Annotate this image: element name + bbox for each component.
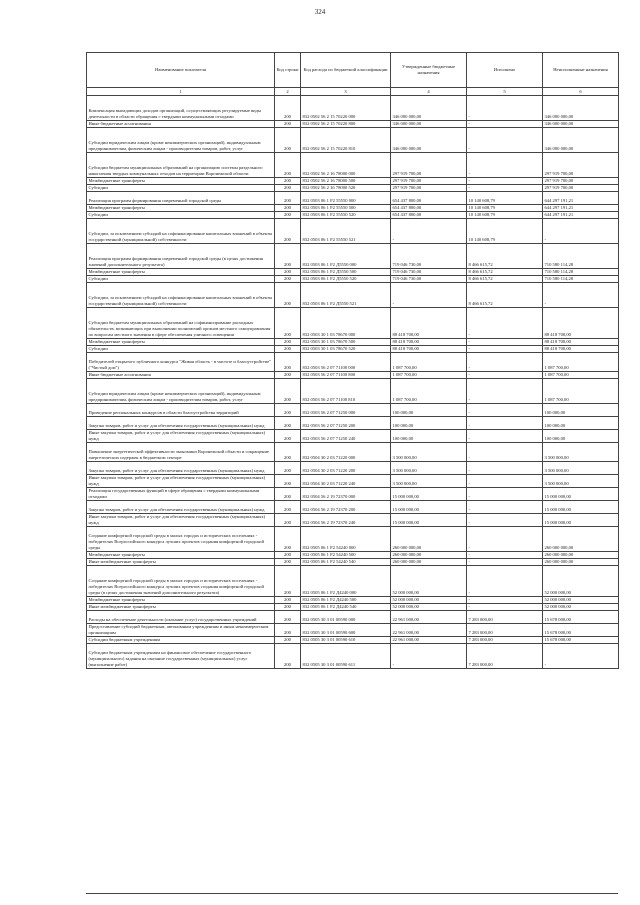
row-unexecuted-cell: 297 919 700,00 <box>543 153 619 178</box>
row-kbk-cell: 832 0503 56 2 07 71100 000 <box>301 353 391 372</box>
row-executed-cell: 10 140 608,79 <box>467 212 543 219</box>
row-code-cell: 200 <box>275 644 301 669</box>
row-executed-cell: 8 466 615,72 <box>467 283 543 308</box>
row-unexecuted-cell: 260 000 000,00 <box>543 527 619 552</box>
row-unexecuted-cell: 710 580 114,28 <box>543 269 619 276</box>
row-approved-cell: 260 000 000,00 <box>391 559 467 566</box>
row-approved-cell: 15 000 000,00 <box>391 501 467 514</box>
row-approved-cell: 15 000 000,00 <box>391 488 467 501</box>
header-approved: Утвержденные бюджетные назначения <box>391 53 467 88</box>
column-number-row <box>87 88 619 96</box>
row-approved-cell: 100 000,00 <box>391 430 467 443</box>
table-row <box>87 501 619 514</box>
row-kbk-cell: 832 0503 06 1 F2 Д5550 000 <box>301 244 391 269</box>
row-unexecuted-cell: 52 000 000,00 <box>543 566 619 597</box>
table-row <box>87 244 619 269</box>
header-kbk: Код расхода по бюджетной классификации <box>301 53 391 88</box>
table-row <box>87 637 619 644</box>
row-code-cell: 200 <box>275 346 301 353</box>
row-kbk-cell: 832 0503 56 2 07 71250 200 <box>301 417 391 430</box>
row-name-cell: Иные бюджетные ассигнования <box>87 372 275 379</box>
row-executed-cell: - <box>467 372 543 379</box>
table-row <box>87 276 619 283</box>
row-executed-cell: - <box>467 128 543 153</box>
row-unexecuted-cell: 100 000,00 <box>543 417 619 430</box>
row-unexecuted-cell: 3 500 000,00 <box>543 475 619 488</box>
row-executed-cell: - <box>467 346 543 353</box>
row-unexecuted-cell: 346 000 000,00 <box>543 96 619 121</box>
row-code-cell: 200 <box>275 353 301 372</box>
row-unexecuted-cell: 15 678 000,00 <box>543 624 619 637</box>
row-approved-cell: 346 000 000,00 <box>391 96 467 121</box>
row-name-cell: Субсидии <box>87 185 275 192</box>
row-approved-cell: 52 000 000,00 <box>391 597 467 604</box>
row-approved-cell: 297 919 700,00 <box>391 185 467 192</box>
row-name-cell: Субсидии бюджетным учреждениям <box>87 637 275 644</box>
row-kbk-cell: 832 0505 06 1 F2 54240 500 <box>301 552 391 559</box>
table-row <box>87 379 619 404</box>
row-name-cell: Компенсация выпадающих доходов организаций, осуществляющих регулируемые виды деятельности в области обращения с твердыми коммунальными отходами <box>87 96 275 121</box>
row-approved-cell: 260 000 000,00 <box>391 552 467 559</box>
row-name-cell: Создание комфортной городской среды в малых городах и исторических поселениях - победителях Всероссийского конкурса лучших проектов создания комфортной городской среды <box>87 527 275 552</box>
row-name-cell: Межбюджетные трансферты <box>87 205 275 212</box>
row-code-cell: 200 <box>275 637 301 644</box>
row-executed-cell: - <box>467 443 543 462</box>
table-row <box>87 346 619 353</box>
row-unexecuted-cell: 644 297 191,21 <box>543 192 619 205</box>
row-kbk-cell: 832 0503 30 1 03 78670 000 <box>301 308 391 339</box>
row-name-cell: Субсидии бюджетам муниципальных образований на организацию системы раздельного накопления твердых коммунальных отходов на территории Воронежской области <box>87 153 275 178</box>
row-name-cell: Расходы на обеспечение деятельности (оказание услуг) государственных учреждений <box>87 611 275 624</box>
column-number: 2 <box>275 88 301 96</box>
row-approved-cell: 346 000 000,00 <box>391 121 467 128</box>
row-kbk-cell: 832 0503 06 1 F2 55550 500 <box>301 205 391 212</box>
header-unexecuted: Неисполненные назначения <box>543 53 619 88</box>
row-approved-cell: - <box>391 219 467 244</box>
row-unexecuted-cell: 644 297 191,21 <box>543 212 619 219</box>
row-name-cell: Иные закупки товаров, работ и услуг для обеспечения государственных (муниципальных) нужд <box>87 475 275 488</box>
row-code-cell: 200 <box>275 339 301 346</box>
row-executed-cell: 7 283 000,00 <box>467 624 543 637</box>
row-kbk-cell: 832 0503 30 1 03 78670 520 <box>301 346 391 353</box>
table-row <box>87 624 619 637</box>
row-approved-cell: 654 437 800,00 <box>391 192 467 205</box>
row-approved-cell: 260 000 000,00 <box>391 527 467 552</box>
row-code-cell: 200 <box>275 276 301 283</box>
row-code-cell: 200 <box>275 501 301 514</box>
table-row <box>87 372 619 379</box>
table-row <box>87 269 619 276</box>
row-unexecuted-cell: 1 087 700,00 <box>543 353 619 372</box>
row-executed-cell: 10 140 608,79 <box>467 205 543 212</box>
row-name-cell: Иные межбюджетные трансферты <box>87 559 275 566</box>
row-approved-cell: 346 000 000,00 <box>391 128 467 153</box>
row-unexecuted-cell: 100 000,00 <box>543 430 619 443</box>
row-executed-cell: - <box>467 121 543 128</box>
row-unexecuted-cell: 1 087 700,00 <box>543 372 619 379</box>
row-name-cell: Субсидии <box>87 346 275 353</box>
row-executed-cell: 8 466 615,72 <box>467 276 543 283</box>
row-code-cell: 200 <box>275 430 301 443</box>
header-code: Код строки <box>275 53 301 88</box>
table-row <box>87 597 619 604</box>
row-code-cell: 200 <box>275 527 301 552</box>
row-unexecuted-cell: 3 500 000,00 <box>543 462 619 475</box>
row-unexecuted-cell: 15 000 000,00 <box>543 488 619 501</box>
row-code-cell: 200 <box>275 178 301 185</box>
row-code-cell: 200 <box>275 552 301 559</box>
row-unexecuted-cell: - <box>543 283 619 308</box>
table-row <box>87 192 619 205</box>
row-executed-cell: - <box>467 185 543 192</box>
row-name-cell: Субсидии юридическим лицам (кроме некоммерческих организаций), индивидуальным предпринимателям, физическим лицам - производителям товаров, работ, услуг <box>87 379 275 404</box>
row-executed-cell: - <box>467 430 543 443</box>
row-executed-cell: 10 140 608,79 <box>467 192 543 205</box>
row-executed-cell: - <box>467 379 543 404</box>
row-unexecuted-cell: 346 000 000,00 <box>543 128 619 153</box>
row-executed-cell: - <box>467 514 543 527</box>
row-code-cell: 200 <box>275 128 301 153</box>
table-row <box>87 527 619 552</box>
row-kbk-cell: 832 0504 30 2 03 71220 240 <box>301 475 391 488</box>
row-code-cell: 200 <box>275 96 301 121</box>
row-approved-cell: 1 087 700,00 <box>391 353 467 372</box>
row-approved-cell: 719 046 730,00 <box>391 244 467 269</box>
row-kbk-cell: 832 0503 56 2 07 71100 810 <box>301 379 391 404</box>
table-row <box>87 644 619 669</box>
row-code-cell: 200 <box>275 269 301 276</box>
row-executed-cell: - <box>467 308 543 339</box>
row-name-cell: Закупка товаров, работ и услуг для обеспечения государственных (муниципальных) нужд <box>87 462 275 475</box>
row-code-cell: 200 <box>275 121 301 128</box>
row-kbk-cell: 832 0504 30 2 03 71220 200 <box>301 462 391 475</box>
row-executed-cell: 10 140 608,79 <box>467 219 543 244</box>
row-kbk-cell: 832 0503 56 2 07 71250 000 <box>301 404 391 417</box>
header-name: Наименование показателя <box>87 53 275 88</box>
row-approved-cell: 719 046 730,00 <box>391 269 467 276</box>
row-kbk-cell: 832 0504 56 2 19 72370 200 <box>301 501 391 514</box>
row-executed-cell: - <box>467 566 543 597</box>
table-row <box>87 417 619 430</box>
row-kbk-cell: 832 0503 06 1 F2 55550 000 <box>301 192 391 205</box>
row-code-cell: 200 <box>275 185 301 192</box>
row-executed-cell: - <box>467 488 543 501</box>
table-row <box>87 488 619 501</box>
row-unexecuted-cell: 346 000 000,00 <box>543 121 619 128</box>
table-row <box>87 153 619 178</box>
row-unexecuted-cell: 260 000 000,00 <box>543 559 619 566</box>
row-unexecuted-cell: 100 000,00 <box>543 404 619 417</box>
row-executed-cell: - <box>467 153 543 178</box>
row-unexecuted-cell: - <box>543 644 619 669</box>
row-kbk-cell: 832 0504 56 2 19 72370 240 <box>301 514 391 527</box>
page-number: 324 <box>314 8 326 16</box>
row-unexecuted-cell: 88 418 700,00 <box>543 346 619 353</box>
row-approved-cell: 719 046 730,00 <box>391 276 467 283</box>
row-code-cell: 200 <box>275 566 301 597</box>
row-approved-cell: 88 418 700,00 <box>391 308 467 339</box>
row-kbk-cell: 832 0502 56 2 16 78000 520 <box>301 185 391 192</box>
row-executed-cell: - <box>467 462 543 475</box>
row-code-cell: 200 <box>275 488 301 501</box>
row-code-cell: 200 <box>275 153 301 178</box>
row-name-cell: Иные закупки товаров, работ и услуг для обеспечения государственных (муниципальных) нужд <box>87 514 275 527</box>
row-approved-cell: 1 087 700,00 <box>391 372 467 379</box>
row-code-cell: 200 <box>275 372 301 379</box>
row-kbk-cell: 832 0505 06 1 F2 Д4240 000 <box>301 566 391 597</box>
row-kbk-cell: 832 0503 06 1 F2 Д5550 520 <box>301 276 391 283</box>
row-code-cell: 200 <box>275 417 301 430</box>
row-kbk-cell: 832 0504 56 2 19 72370 000 <box>301 488 391 501</box>
row-name-cell: Проведение региональных конкурсов в области благоустройства территорий <box>87 404 275 417</box>
row-approved-cell: - <box>391 283 467 308</box>
row-executed-cell: - <box>467 552 543 559</box>
row-executed-cell: - <box>467 417 543 430</box>
row-executed-cell: - <box>467 501 543 514</box>
column-number: 1 <box>87 88 275 96</box>
row-approved-cell: 100 000,00 <box>391 404 467 417</box>
row-approved-cell: 1 087 700,00 <box>391 379 467 404</box>
row-name-cell: Субсидии юридическим лицам (кроме некоммерческих организаций), индивидуальным предпринимателям, физическим лицам - производителям товаров, работ, услуг <box>87 128 275 153</box>
table-row <box>87 96 619 121</box>
row-name-cell: Субсидии, за исключением субсидий на софинансирование капитальных вложений в объекты государственной (муниципальной) собственности <box>87 283 275 308</box>
row-name-cell: Субсидии, за исключением субсидий на софинансирование капитальных вложений в объекты государственной (муниципальной) собственности <box>87 219 275 244</box>
row-code-cell: 200 <box>275 514 301 527</box>
row-name-cell: Победителей открытого публичного конкурса "Живая область - в чистоте и благоустройстве" ("Чистый дом") <box>87 353 275 372</box>
page-bottom-rule <box>86 893 618 894</box>
row-kbk-cell: 832 0505 30 3 01 00590 611 <box>301 644 391 669</box>
row-kbk-cell: 832 0502 56 2 16 78000 500 <box>301 178 391 185</box>
header-row <box>87 53 619 88</box>
row-code-cell: 200 <box>275 611 301 624</box>
table-row <box>87 559 619 566</box>
table-row <box>87 443 619 462</box>
table-row <box>87 283 619 308</box>
row-code-cell: 200 <box>275 205 301 212</box>
row-unexecuted-cell: - <box>543 219 619 244</box>
row-name-cell: Реализация программ формирования современной городской среды (в целях достижения значений дополнительного результата) <box>87 244 275 269</box>
row-code-cell: 200 <box>275 404 301 417</box>
row-code-cell: 200 <box>275 244 301 269</box>
column-number: 4 <box>391 88 467 96</box>
row-name-cell: Субсидии <box>87 276 275 283</box>
row-code-cell: 200 <box>275 379 301 404</box>
row-approved-cell: 22 961 000,00 <box>391 611 467 624</box>
row-kbk-cell: 832 0502 56 2 15 70220 800 <box>301 121 391 128</box>
column-number: 3 <box>301 88 391 96</box>
row-kbk-cell: 832 0502 56 2 15 70220 000 <box>301 96 391 121</box>
row-executed-cell: - <box>467 597 543 604</box>
row-executed-cell: - <box>467 559 543 566</box>
row-executed-cell: 7 283 000,00 <box>467 644 543 669</box>
row-executed-cell: - <box>467 96 543 121</box>
row-kbk-cell: 832 0503 06 1 F2 55550 520 <box>301 212 391 219</box>
row-name-cell: Реализация государственных функций в сфере обращения с твердыми коммунальными отходами <box>87 488 275 501</box>
row-name-cell: Субсидии <box>87 212 275 219</box>
row-approved-cell: 52 000 000,00 <box>391 604 467 611</box>
row-unexecuted-cell: 52 000 000,00 <box>543 597 619 604</box>
table-row <box>87 121 619 128</box>
table-row <box>87 611 619 624</box>
row-unexecuted-cell: 3 500 000,00 <box>543 443 619 462</box>
row-code-cell: 200 <box>275 604 301 611</box>
row-unexecuted-cell: 1 087 700,00 <box>543 379 619 404</box>
table-row <box>87 462 619 475</box>
row-code-cell: 200 <box>275 283 301 308</box>
table-row <box>87 430 619 443</box>
row-approved-cell: 654 437 800,00 <box>391 212 467 219</box>
table-row <box>87 404 619 417</box>
table-row <box>87 205 619 212</box>
row-approved-cell: 88 418 700,00 <box>391 346 467 353</box>
row-executed-cell: 8 466 615,72 <box>467 244 543 269</box>
row-unexecuted-cell: 88 418 700,00 <box>543 308 619 339</box>
table-row <box>87 475 619 488</box>
row-kbk-cell: 832 0503 06 1 F2 Д5550 521 <box>301 283 391 308</box>
row-name-cell: Иные закупки товаров, работ и услуг для обеспечения государственных (муниципальных) нужд <box>87 430 275 443</box>
row-name-cell: Реализация программ формирования современной городской среды <box>87 192 275 205</box>
row-code-cell: 200 <box>275 559 301 566</box>
table-row <box>87 178 619 185</box>
budget-execution-table <box>86 52 619 669</box>
row-approved-cell: 3 500 000,00 <box>391 462 467 475</box>
row-kbk-cell: 832 0502 56 2 15 70220 810 <box>301 128 391 153</box>
row-name-cell: Межбюджетные трансферты <box>87 178 275 185</box>
row-code-cell: 200 <box>275 219 301 244</box>
row-name-cell: Предоставление субсидий бюджетным, автономным учреждениям и иным некоммерческим организациям <box>87 624 275 637</box>
row-unexecuted-cell: 15 678 000,00 <box>543 611 619 624</box>
row-kbk-cell: 832 0505 06 1 F2 Д4240 540 <box>301 604 391 611</box>
row-code-cell: 200 <box>275 308 301 339</box>
row-kbk-cell: 832 0504 30 2 03 71220 000 <box>301 443 391 462</box>
row-approved-cell: 100 000,00 <box>391 417 467 430</box>
row-name-cell: Межбюджетные трансферты <box>87 339 275 346</box>
row-approved-cell: 297 919 700,00 <box>391 153 467 178</box>
row-unexecuted-cell: 15 000 000,00 <box>543 514 619 527</box>
table-row <box>87 219 619 244</box>
row-approved-cell: 654 437 800,00 <box>391 205 467 212</box>
table-row <box>87 514 619 527</box>
row-executed-cell: 7 283 000,00 <box>467 637 543 644</box>
row-approved-cell: 3 500 000,00 <box>391 443 467 462</box>
row-name-cell: Межбюджетные трансферты <box>87 552 275 559</box>
row-kbk-cell: 832 0503 56 2 07 71250 240 <box>301 430 391 443</box>
row-name-cell: Повышение энергетической эффективности экономики Воронежской области и сокращение энергетических издержек в бюджетном секторе <box>87 443 275 462</box>
row-name-cell: Закупка товаров, работ и услуг для обеспечения государственных (муниципальных) нужд <box>87 417 275 430</box>
row-name-cell: Субсидии бюджетным учреждениям на финансовое обеспечение государственного (муниципального) задания на оказание государственных (муниципальных) услуг (выполнение работ) <box>87 644 275 669</box>
row-kbk-cell: 832 0505 30 3 01 00590 000 <box>301 611 391 624</box>
row-executed-cell: - <box>467 527 543 552</box>
row-name-cell: Создание комфортной городской среды в малых городах и исторических поселениях - победителях Всероссийского конкурса лучших проектов создания комфортной городской среды (в целях достижения значений дополнительного результата) <box>87 566 275 597</box>
row-code-cell: 200 <box>275 462 301 475</box>
row-approved-cell: 3 500 000,00 <box>391 475 467 488</box>
row-code-cell: 200 <box>275 212 301 219</box>
row-code-cell: 200 <box>275 475 301 488</box>
row-unexecuted-cell: 52 000 000,00 <box>543 604 619 611</box>
row-approved-cell: 22 961 000,00 <box>391 624 467 637</box>
row-code-cell: 200 <box>275 443 301 462</box>
row-name-cell: Иные бюджетные ассигнования <box>87 121 275 128</box>
row-approved-cell: 297 919 700,00 <box>391 178 467 185</box>
row-unexecuted-cell: 15 678 000,00 <box>543 637 619 644</box>
row-approved-cell: 88 418 700,00 <box>391 339 467 346</box>
row-name-cell: Субсидии бюджетам муниципальных образований на софинансирование расходных обязательств, возникающих при выполнении полномочий органов местного самоуправления по вопросам местного значения в сфере обеспечения уличного освещения <box>87 308 275 339</box>
table-row <box>87 339 619 346</box>
row-executed-cell: - <box>467 353 543 372</box>
row-kbk-cell: 832 0503 06 1 F2 55550 521 <box>301 219 391 244</box>
row-unexecuted-cell: 710 580 114,28 <box>543 244 619 269</box>
row-kbk-cell: 832 0505 30 3 01 00590 610 <box>301 637 391 644</box>
row-approved-cell: 15 000 000,00 <box>391 514 467 527</box>
row-executed-cell: - <box>467 339 543 346</box>
row-code-cell: 200 <box>275 597 301 604</box>
row-unexecuted-cell: 260 000 000,00 <box>543 552 619 559</box>
row-name-cell: Иные межбюджетные трансферты <box>87 604 275 611</box>
row-executed-cell: - <box>467 604 543 611</box>
row-executed-cell: - <box>467 178 543 185</box>
table-row <box>87 353 619 372</box>
row-executed-cell: 7 283 000,00 <box>467 611 543 624</box>
row-unexecuted-cell: 297 919 700,00 <box>543 185 619 192</box>
row-code-cell: 200 <box>275 624 301 637</box>
row-approved-cell: 52 000 000,00 <box>391 566 467 597</box>
row-kbk-cell: 832 0505 06 1 F2 54240 000 <box>301 527 391 552</box>
row-name-cell: Межбюджетные трансферты <box>87 597 275 604</box>
row-name-cell: Межбюджетные трансферты <box>87 269 275 276</box>
header-executed: Исполнено <box>467 53 543 88</box>
row-unexecuted-cell: 88 418 700,00 <box>543 339 619 346</box>
table-row <box>87 604 619 611</box>
table-row <box>87 128 619 153</box>
row-code-cell: 200 <box>275 192 301 205</box>
row-kbk-cell: 832 0503 30 1 03 78670 500 <box>301 339 391 346</box>
table-row <box>87 566 619 597</box>
row-unexecuted-cell: 297 919 700,00 <box>543 178 619 185</box>
row-name-cell: Закупка товаров, работ и услуг для обеспечения государственных (муниципальных) нужд <box>87 501 275 514</box>
table-row <box>87 185 619 192</box>
row-kbk-cell: 832 0503 06 1 F2 Д5550 500 <box>301 269 391 276</box>
row-unexecuted-cell: 710 580 114,28 <box>543 276 619 283</box>
table-row <box>87 308 619 339</box>
row-kbk-cell: 832 0505 06 1 F2 54240 540 <box>301 559 391 566</box>
table-row <box>87 212 619 219</box>
row-kbk-cell: 832 0502 56 2 16 78000 000 <box>301 153 391 178</box>
row-executed-cell: 8 466 615,72 <box>467 269 543 276</box>
column-number: 6 <box>543 88 619 96</box>
row-approved-cell: - <box>391 644 467 669</box>
table-body <box>87 96 619 669</box>
row-executed-cell: - <box>467 475 543 488</box>
column-number: 5 <box>467 88 543 96</box>
row-kbk-cell: 832 0503 56 2 07 71100 800 <box>301 372 391 379</box>
report-sheet <box>86 52 618 669</box>
row-unexecuted-cell: 15 000 000,00 <box>543 501 619 514</box>
row-kbk-cell: 832 0505 30 3 01 00590 600 <box>301 624 391 637</box>
table-row <box>87 552 619 559</box>
row-unexecuted-cell: 644 297 191,21 <box>543 205 619 212</box>
row-approved-cell: 22 961 000,00 <box>391 637 467 644</box>
row-kbk-cell: 832 0505 06 1 F2 Д4240 500 <box>301 597 391 604</box>
row-executed-cell: - <box>467 404 543 417</box>
